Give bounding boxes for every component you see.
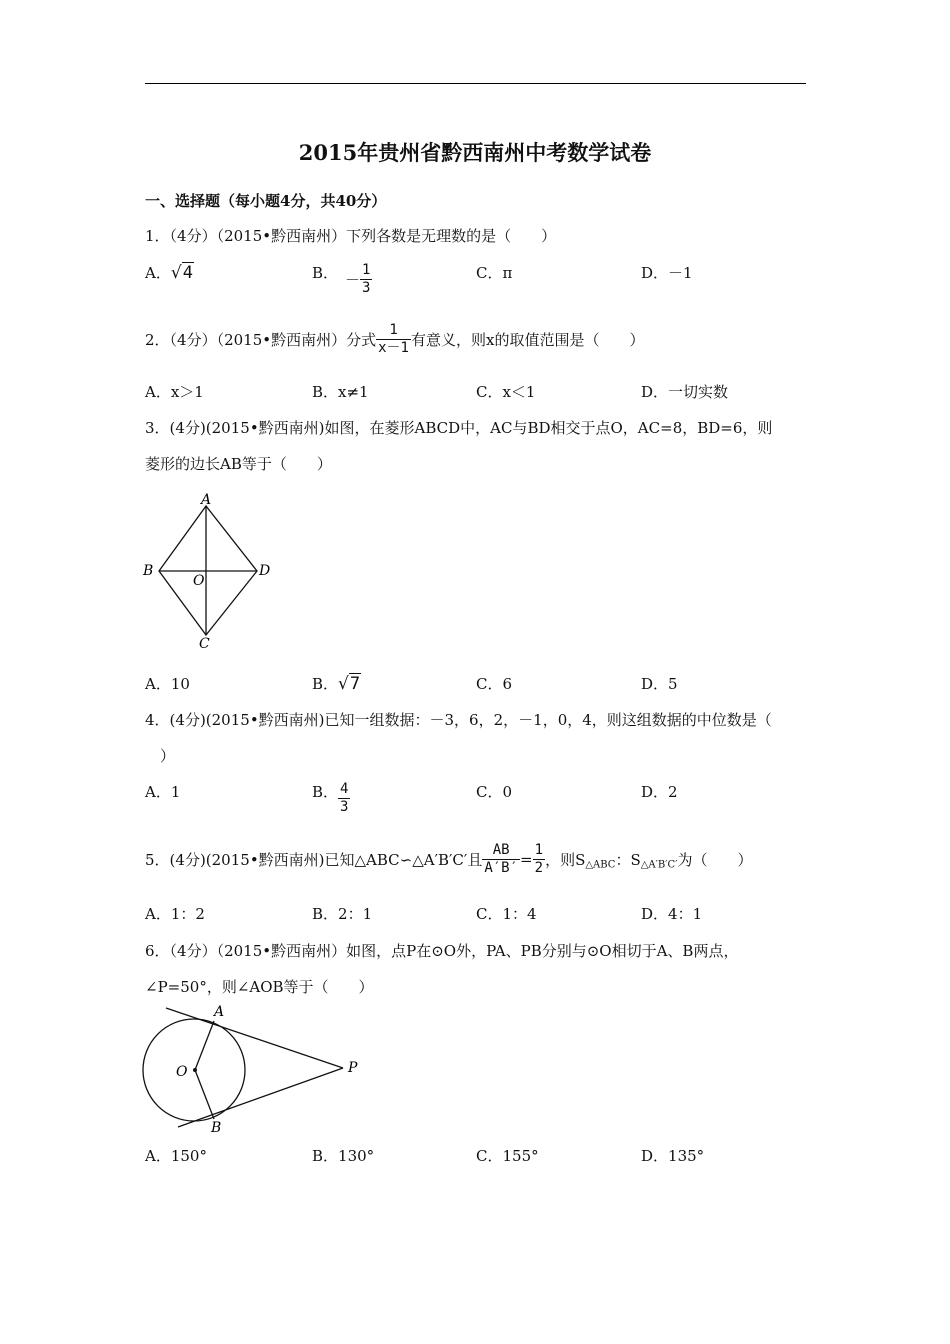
sqrt-sign: √4 (170, 263, 193, 283)
label-a: A (214, 1004, 225, 1020)
q2-stem-before: 2．（4分）（2015•黔西南州）分式 (145, 331, 377, 349)
q5-option-b: B．2：1 (312, 905, 373, 923)
label-p: P (348, 1060, 358, 1076)
q1-option-b-fraction (345, 262, 372, 297)
label-d: D (259, 563, 271, 579)
q6-option-a: A．150° (145, 1147, 207, 1165)
tangent-circle-figure (138, 1002, 368, 1137)
q2-option-b: B．x≠1 (312, 383, 369, 401)
q5-colon: ：S (615, 851, 641, 869)
q2-stem (145, 322, 644, 357)
q5-option-d: D．4：1 (641, 905, 703, 923)
tangent-pa (166, 1008, 343, 1068)
q5-fraction1-denominator: A′B′ (484, 860, 519, 876)
q5-fraction2-denominator: 2 (534, 860, 544, 876)
q3-stem-line2: 菱形的边长AB等于（ ） (145, 455, 332, 473)
q2-option-a: A．x＞1 (145, 383, 204, 401)
q6-stem-line2: ∠P=50°，则∠AOB等于（ ） (145, 978, 374, 996)
q1-option-d: D．－1 (641, 264, 693, 282)
label-a: A (201, 493, 212, 508)
q5-fraction2-numerator: 1 (534, 842, 544, 858)
q3-option-b-radicand: 7 (349, 674, 361, 694)
q2-option-d: D．一切实数 (641, 383, 729, 401)
radius-ob (195, 1070, 214, 1119)
q1-option-b (312, 262, 338, 283)
label-b: B (211, 1120, 222, 1136)
q4-option-a: A．1 (145, 783, 181, 801)
q4-option-b-numerator: 4 (340, 781, 349, 797)
top-rule (145, 83, 806, 84)
label-b: B (143, 563, 154, 579)
q3-option-c: C．6 (476, 675, 513, 693)
q1-option-c: C．π (476, 264, 513, 282)
q4-option-c: C．0 (476, 783, 513, 801)
q2-option-c: C．x＜1 (476, 383, 536, 401)
q5-stem-mid: ，则S (545, 851, 586, 869)
q5-stem-after: 为（ ） (677, 851, 753, 869)
q3-option-d: D．5 (641, 675, 678, 693)
center-point (193, 1068, 197, 1072)
q6-stem-line1: 6．（4分）（2015•黔西南州）如图，点P在⊙O外，PA、PB分别与⊙O相切于A、B两点， (145, 942, 739, 960)
q5-stem (145, 842, 752, 877)
q1-option-a (145, 262, 194, 283)
q1-option-b-numerator: 1 (362, 262, 371, 278)
radius-oa (195, 1021, 214, 1070)
q1-option-b-denominator: 3 (362, 280, 371, 296)
q1-stem: 1．（4分）（2015•黔西南州）下列各数是无理数的是（ ） (145, 227, 557, 245)
q6-option-d: D．135° (641, 1147, 705, 1165)
q1-option-b-sign: － (345, 271, 361, 289)
section-heading: 一、选择题（每小题4分，共40分） (145, 192, 387, 210)
q1-option-a-radicand: 4 (182, 263, 193, 283)
q5-subscript-1: △ABC (585, 859, 616, 871)
q5-fraction1-numerator: AB (482, 842, 520, 860)
q4-option-b-fraction (338, 781, 350, 816)
q2-fraction-numerator: 1 (376, 322, 411, 340)
q5-subscript-2: △A′B′C′ (640, 859, 678, 871)
tangent-pb (178, 1068, 343, 1127)
label-o: O (193, 573, 205, 589)
q1-option-a-label: A． (145, 264, 171, 282)
q1-option-b-label: B． (312, 264, 339, 282)
sqrt-sign: √7 (338, 674, 361, 694)
q4-option-b: B． (312, 783, 339, 801)
q3-option-b (312, 673, 361, 694)
q4-option-d: D．2 (641, 783, 678, 801)
page-title: 2015年贵州省黔西南州中考数学试卷 (298, 140, 652, 165)
q3-option-a: A．10 (145, 675, 190, 693)
q5-option-c: C．1：4 (476, 905, 537, 923)
q4-option-b-denominator: 3 (340, 799, 349, 815)
q4-stem-line2: ） (160, 747, 176, 765)
q2-stem-after: 有意义，则x的取值范围是（ ） (410, 331, 645, 349)
q5-option-a: A．1：2 (145, 905, 205, 923)
q2-fraction-denominator: x－1 (378, 340, 409, 356)
label-o: O (176, 1064, 188, 1080)
q5-stem-before: 5．(4分)(2015•黔西南州)已知△ABC∽△A′B′C′且 (145, 851, 483, 869)
q3-stem-line1: 3．(4分)(2015•黔西南州)如图，在菱形ABCD中，AC与BD相交于点O，AC=8，BD=6，则 (145, 419, 773, 437)
q5-equals: = (520, 850, 533, 869)
q6-option-c: C．155° (476, 1147, 539, 1165)
q3-option-b-label: B． (312, 675, 339, 693)
q4-stem-line1: 4．(4分)(2015•黔西南州)已知一组数据：－3，6，2，－1，0，4，则这组数据的中位数是（ (145, 711, 772, 729)
rhombus-figure (138, 493, 288, 653)
label-c: C (199, 636, 210, 652)
q6-option-b: B．130° (312, 1147, 375, 1165)
